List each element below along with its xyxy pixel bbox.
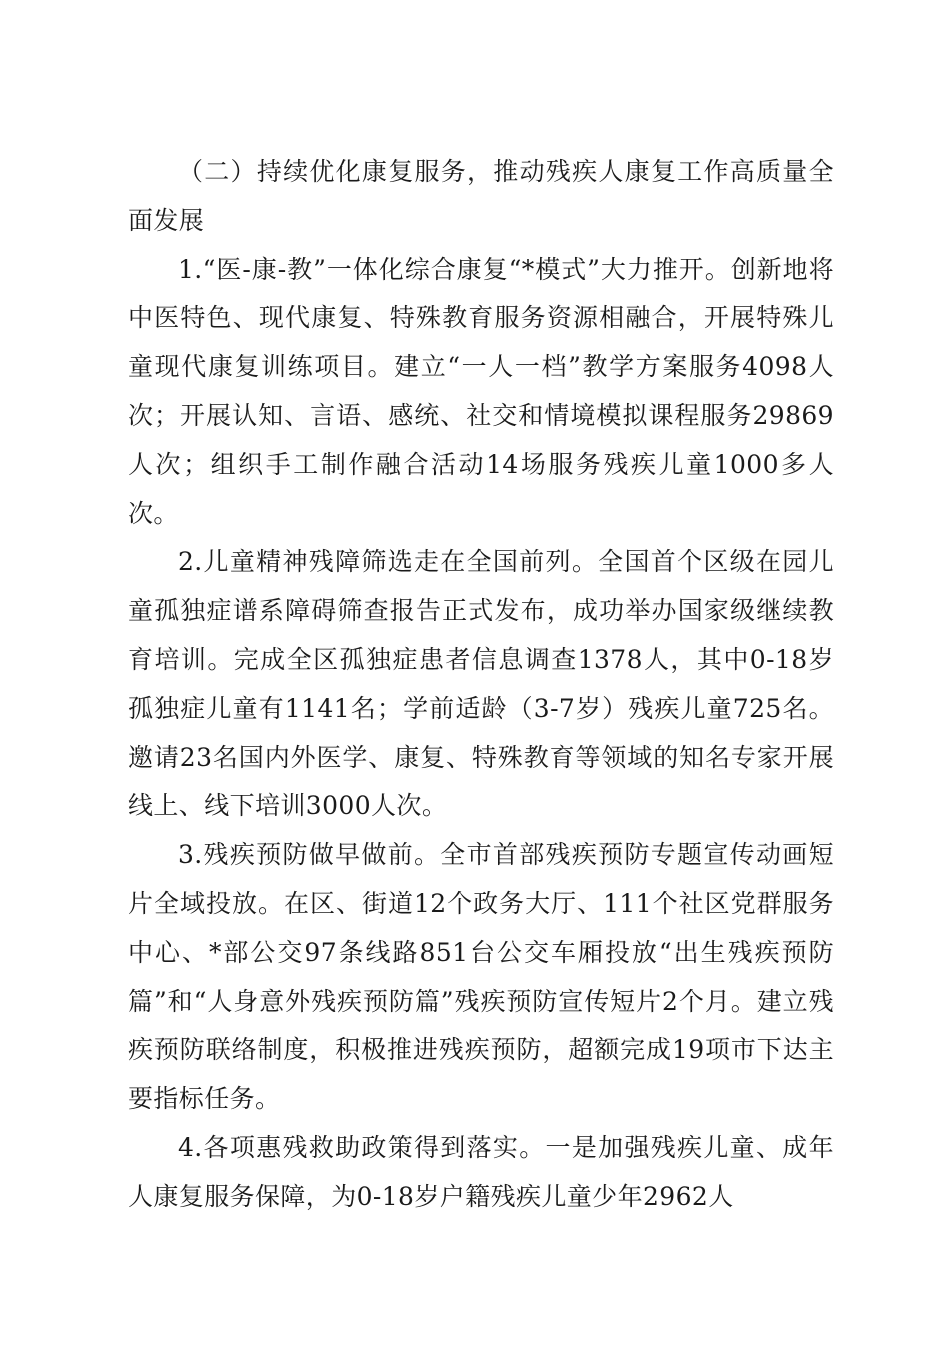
- document-body: [128, 148, 834, 1222]
- paragraph-1: 1.“医-康-教”一体化综合康复“*模式”大力推开。创新地将中医特色、现代康复、特殊教育服务资源相融合，开展特殊儿童现代康复训练项目。建立“一人一档”教学方案服务4098人次；开展认知、言语、感统、社交和情境模拟课程服务29869人次；组织手工制作融合活动14场服务残疾儿童1000多人次。: [128, 254, 834, 528]
- paragraph-3: 3.残疾预防做早做前。全市首部残疾预防专题宣传动画短片全域投放。在区、街道12个政务大厅、111个社区党群服务中心、*部公交97条线路851台公交车厢投放“出生残疾预防篇”和“人身意外残疾预防篇”残疾预防宣传短片2个月。建立残疾预防联络制度，积极推进残疾预防，超额完成19项市下达主要指标任务。: [128, 840, 834, 1114]
- paragraph-2: 2.儿童精神残障筛选走在全国前列。全国首个区级在园儿童孤独症谱系障碍筛查报告正式发布，成功举办国家级继续教育培训。完成全区孤独症患者信息调查1378人，其中0-18岁孤独症儿童有1141名；学前适龄（3-7岁）残疾儿童725名。邀请23名国内外医学、康复、特殊教育等领域的知名专家开展线上、线下培训3000人次。: [128, 547, 834, 821]
- section-heading: （二）持续优化康复服务，推动残疾人康复工作高质量全面发展: [128, 157, 834, 235]
- paragraph-4: 4.各项惠残救助政策得到落实。一是加强残疾儿童、成年人康复服务保障，为0-18岁户籍残疾儿童少年2962人: [128, 1132, 834, 1211]
